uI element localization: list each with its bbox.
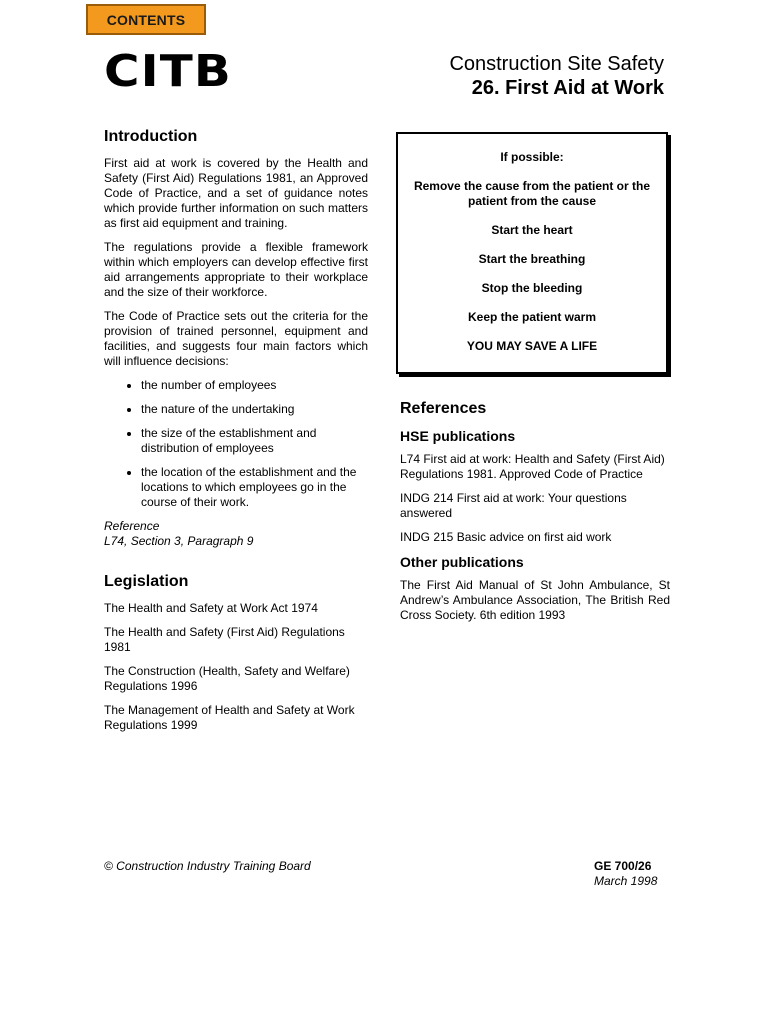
other-publication-item: The First Aid Manual of St John Ambulance, St Andrew’s Ambulance Association, The British Red Cross Society. 6th edition 1993 bbox=[400, 578, 670, 622]
list-item: • the number of employees bbox=[141, 378, 368, 393]
callout-line: Start the breathing bbox=[478, 252, 586, 266]
callout-line: If possible: bbox=[500, 150, 564, 164]
list-item: • the nature of the undertaking bbox=[141, 402, 368, 417]
hse-publication-item: L74 First aid at work: Health and Safety (First Aid) Regulations 1981. Approved Code of Practice bbox=[400, 452, 665, 481]
document-date: March 1998 bbox=[594, 874, 658, 888]
hse-publication-item: INDG 214 First aid at work: Your questions answered bbox=[400, 491, 627, 520]
other-publications-heading: Other publications bbox=[400, 554, 524, 570]
document-code: GE 700/26 bbox=[594, 859, 652, 873]
legislation-heading: Legislation bbox=[104, 573, 189, 590]
reference-text: L74, Section 3, Paragraph 9 bbox=[104, 534, 254, 548]
citb-logo: CITB bbox=[104, 46, 232, 97]
document-header bbox=[449, 52, 664, 100]
legislation-item: The Health and Safety (First Aid) Regulations 1981 bbox=[104, 625, 345, 654]
factors-list bbox=[104, 378, 368, 510]
intro-paragraph: First aid at work is covered by the Health and Safety (First Aid) Regulations 1981, an Approved Code of Practice, and a set of guidance notes which provide further information on such matters as first aid equipment and training. bbox=[104, 156, 368, 230]
footer-document-info bbox=[594, 859, 657, 889]
intro-reference bbox=[104, 519, 368, 549]
intro-paragraph: The regulations provide a flexible framework within which employers can develop effective first aid arrangements appropriate to their workplace and the size of their workforce. bbox=[104, 240, 368, 299]
list-item: • the location of the establishment and the locations to which employees go in the course of their work. bbox=[141, 465, 368, 510]
callout-line: Start the heart bbox=[491, 223, 573, 237]
left-column bbox=[104, 128, 368, 742]
page-title: 26. First Aid at Work bbox=[471, 77, 664, 99]
legislation-item: The Health and Safety at Work Act 1974 bbox=[104, 601, 318, 615]
list-item: • the size of the establishment and distribution of employees bbox=[141, 426, 368, 456]
references-heading: References bbox=[400, 400, 487, 417]
first-aid-callout-box bbox=[396, 132, 668, 374]
references-section bbox=[400, 400, 670, 623]
hse-publications-heading: HSE publications bbox=[400, 428, 516, 444]
legislation-item: The Management of Health and Safety at Work Regulations 1999 bbox=[104, 703, 355, 732]
series-title: Construction Site Safety bbox=[449, 53, 664, 75]
legislation-item: The Construction (Health, Safety and Welfare) Regulations 1996 bbox=[104, 664, 350, 693]
reference-label: Reference bbox=[104, 519, 160, 533]
contents-button[interactable]: CONTENTS bbox=[86, 4, 206, 35]
right-column bbox=[400, 132, 670, 632]
callout-line: Remove the cause from the patient or the patient from the cause bbox=[413, 179, 651, 208]
callout-line: Keep the patient warm bbox=[467, 310, 597, 324]
hse-publication-item: INDG 215 Basic advice on first aid work bbox=[400, 530, 612, 544]
intro-paragraph: The Code of Practice sets out the criteria for the provision of trained personnel, equipment and facilities, and suggests four main factors which will influence decisions: bbox=[104, 309, 368, 368]
footer-copyright: © Construction Industry Training Board bbox=[104, 859, 311, 873]
callout-line: Stop the bleeding bbox=[481, 281, 583, 295]
callout-line: YOU MAY SAVE A LIFE bbox=[466, 339, 598, 353]
introduction-heading: Introduction bbox=[104, 128, 198, 145]
